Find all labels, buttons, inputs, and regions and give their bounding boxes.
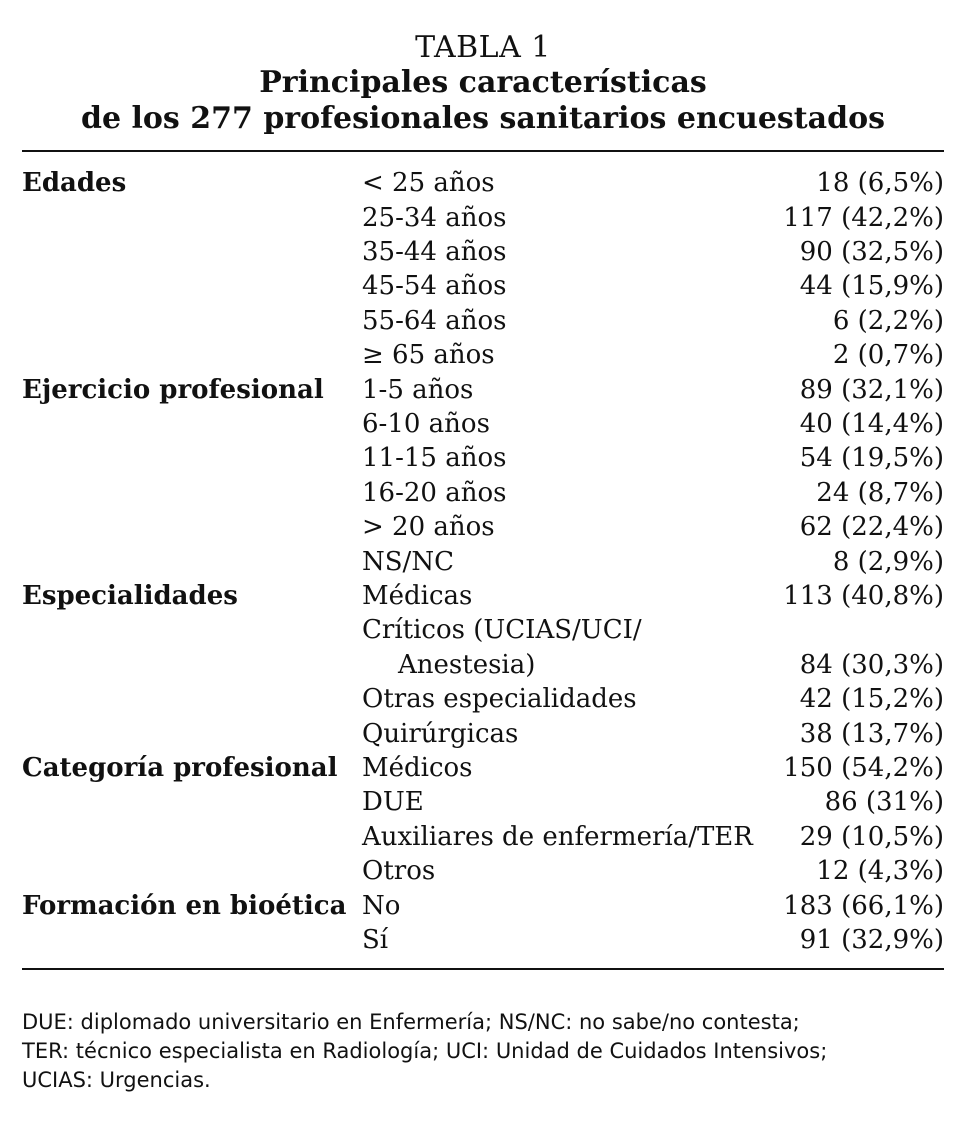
row-value: 29 (10,5%) — [799, 821, 944, 852]
table-row — [362, 923, 944, 957]
row-label-text: DUE — [362, 787, 424, 818]
row-label-text: Quirúrgicas — [362, 718, 519, 749]
row-value: 62 (22,4%) — [799, 512, 944, 543]
table-row — [362, 338, 944, 372]
row-label-continuation: Anestesia) — [398, 649, 536, 680]
table-group — [22, 579, 944, 751]
row-label-text: 25-34 años — [362, 202, 507, 233]
table-row — [362, 441, 944, 475]
group-label: Categoría profesional — [22, 753, 338, 784]
row-value: 12 (4,3%) — [816, 856, 944, 887]
table-row — [362, 613, 944, 682]
footnote-line: DUE: diplomado universitario en Enfermería; NS/NC: no sabe/no contesta; — [22, 1009, 800, 1034]
footnote-line: TER: técnico especialista en Radiología; UCI: Unidad de Cuidados Intensivos; — [22, 1038, 828, 1063]
row-label — [362, 407, 490, 441]
row-label — [362, 923, 388, 957]
table-body — [22, 152, 944, 957]
row-label-text: 11-15 años — [362, 443, 507, 474]
row-label-text: Médicas — [362, 581, 473, 612]
row-value: 113 (40,8%) — [783, 581, 944, 612]
group-rows — [362, 166, 944, 372]
row-label — [362, 545, 454, 579]
table-row — [362, 510, 944, 544]
row-label-text: Críticos (UCIAS/UCI/ — [362, 615, 642, 646]
row-value: 90 (32,5%) — [799, 236, 944, 267]
row-label-text: 55-64 años — [362, 305, 507, 336]
row-label — [362, 269, 506, 303]
row-label — [362, 889, 400, 923]
row-label — [362, 613, 642, 682]
group-label: Especialidades — [22, 581, 238, 612]
table-row — [362, 785, 944, 819]
table-title-line-1: Principales características — [259, 65, 707, 101]
row-label — [362, 166, 495, 200]
row-label-text: Sí — [362, 925, 389, 956]
table-group — [22, 373, 944, 579]
group-rows — [362, 579, 944, 751]
row-label — [362, 682, 637, 716]
row-label-text: Auxiliares de enfermería/TER — [362, 821, 753, 852]
row-label — [362, 579, 472, 613]
group-rows — [362, 751, 944, 889]
table-group — [22, 889, 944, 958]
table-row — [362, 201, 944, 235]
table-row — [362, 751, 944, 785]
table-group — [22, 751, 944, 889]
table-figure — [22, 30, 944, 1095]
row-label — [362, 717, 518, 751]
table-row — [362, 476, 944, 510]
table-row — [362, 407, 944, 441]
row-label-text: < 25 años — [362, 168, 495, 199]
row-label — [362, 751, 473, 785]
row-value: 117 (42,2%) — [783, 202, 944, 233]
row-label-text: Médicos — [362, 753, 473, 784]
row-label-text: ≥ 65 años — [362, 340, 495, 371]
group-label: Formación en bioética — [22, 890, 347, 921]
table-row — [362, 854, 944, 888]
row-value: 18 (6,5%) — [816, 168, 944, 199]
row-value: 150 (54,2%) — [783, 753, 944, 784]
table-row — [362, 304, 944, 338]
group-label: Ejercicio profesional — [22, 374, 324, 405]
row-label-text: NS/NC — [362, 546, 454, 577]
row-value: 91 (32,9%) — [799, 925, 944, 956]
row-value: 40 (14,4%) — [799, 409, 944, 440]
row-value: 84 (30,3%) — [799, 649, 944, 680]
row-label-text: Otras especialidades — [362, 684, 637, 715]
row-value: 24 (8,7%) — [816, 477, 944, 508]
table-number: TABLA 1 — [415, 30, 551, 65]
row-value: 54 (19,5%) — [799, 443, 944, 474]
group-label: Edades — [22, 168, 127, 199]
table-row — [362, 269, 944, 303]
table-row — [362, 820, 944, 854]
table-group — [22, 166, 944, 372]
row-value: 42 (15,2%) — [799, 684, 944, 715]
row-value: 6 (2,2%) — [832, 305, 944, 336]
row-value: 44 (15,9%) — [799, 271, 944, 302]
row-value: 8 (2,9%) — [832, 546, 944, 577]
table-row — [362, 889, 944, 923]
group-rows — [362, 373, 944, 579]
table-title-line-2: de los 277 profesionales sanitarios encuestados — [81, 100, 885, 136]
row-value: 86 (31%) — [824, 787, 944, 818]
row-label — [362, 373, 473, 407]
table-row — [362, 717, 944, 751]
row-label-text: > 20 años — [362, 512, 495, 543]
table-row — [362, 579, 944, 613]
table-row — [362, 545, 944, 579]
row-label — [362, 338, 495, 372]
table-footnote — [22, 1008, 944, 1095]
row-value: 183 (66,1%) — [783, 890, 944, 921]
row-label — [362, 510, 495, 544]
row-value: 38 (13,7%) — [799, 718, 944, 749]
row-label — [362, 820, 753, 854]
footnote-line: UCIAS: Urgencias. — [22, 1067, 211, 1092]
table-row — [362, 166, 944, 200]
row-label — [362, 854, 435, 888]
table-row — [362, 682, 944, 716]
row-label-text: 35-44 años — [362, 236, 507, 267]
row-label-text: 16-20 años — [362, 477, 507, 508]
table-caption — [22, 30, 944, 136]
group-rows — [362, 889, 944, 958]
row-label-text: 45-54 años — [362, 271, 507, 302]
row-value: 2 (0,7%) — [832, 340, 944, 371]
row-label — [362, 785, 424, 819]
row-label-text: 1-5 años — [362, 374, 474, 405]
row-value: 89 (32,1%) — [799, 374, 944, 405]
row-label-text: No — [362, 890, 401, 921]
row-label — [362, 201, 506, 235]
row-label — [362, 441, 506, 475]
row-label — [362, 304, 506, 338]
row-label-text: 6-10 años — [362, 409, 490, 440]
table-row — [362, 235, 944, 269]
table-row — [362, 373, 944, 407]
row-label-text: Otros — [362, 856, 436, 887]
bottom-rule — [22, 968, 944, 970]
row-label — [362, 476, 506, 510]
row-label — [362, 235, 506, 269]
